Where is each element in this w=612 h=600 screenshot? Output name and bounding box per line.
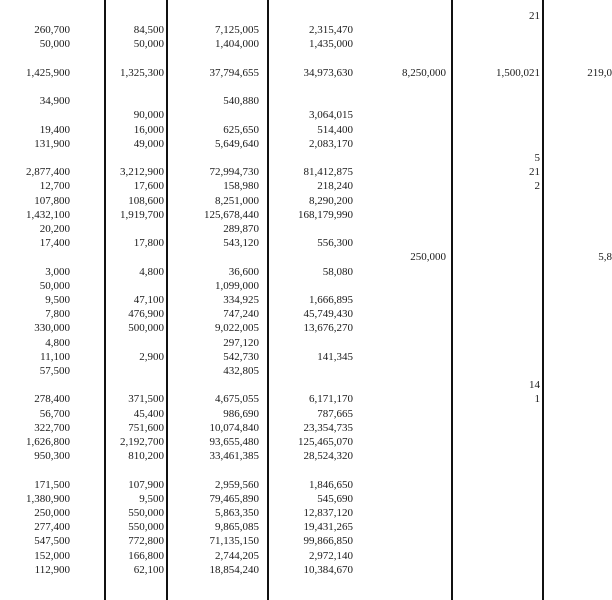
table-cell: 10,074,840 (209, 421, 259, 434)
table-cell: 1,325,300 (120, 66, 164, 79)
table-cell: 112,900 (34, 563, 70, 576)
table-cell: 8,250,000 (402, 66, 446, 79)
table-cell: 4,800 (45, 336, 70, 349)
table-cell: 542,730 (223, 350, 259, 363)
table-cell: 543,120 (223, 237, 259, 250)
column-divider (542, 0, 544, 600)
table-cell: 152,000 (34, 549, 70, 562)
table-cell: 17,800 (133, 237, 164, 250)
table-cell: 18,854,240 (209, 563, 259, 576)
table-cell: 23,354,735 (303, 421, 353, 434)
table-cell: 1,666,895 (309, 294, 353, 306)
table-cell: 171,500 (34, 478, 70, 491)
table-cell: 9,500 (45, 294, 70, 306)
table-cell: 1 (534, 393, 540, 406)
table-cell: 550,000 (128, 521, 164, 534)
table-cell: 6,171,170 (309, 393, 353, 406)
table-cell: 5 (534, 152, 540, 164)
table-cell: 11,100 (40, 350, 70, 363)
table-cell: 950,300 (34, 450, 70, 463)
table-cell: 4,800 (139, 265, 164, 278)
table-cell: 50,000 (39, 279, 70, 292)
table-cell: 2 (534, 180, 540, 193)
table-cell: 107,800 (34, 194, 70, 207)
table-cell: 289,870 (223, 223, 259, 235)
table-cell: 8,251,000 (215, 194, 259, 207)
table-cell: 1,404,000 (215, 38, 259, 51)
table-cell: 58,080 (322, 265, 353, 278)
table-cell: 90,000 (133, 109, 164, 122)
table-cell: 550,000 (128, 507, 164, 519)
table-cell: 8,290,200 (309, 194, 353, 207)
table-cell: 45,400 (133, 407, 164, 420)
table-cell: 50,000 (133, 38, 164, 51)
table-cell: 514,400 (317, 123, 353, 136)
table-cell: 545,690 (317, 492, 353, 505)
table-cell: 547,500 (34, 535, 70, 548)
table-cell: 772,800 (128, 535, 164, 548)
table-cell: 1,099,000 (215, 279, 259, 292)
table-cell: 1,919,700 (120, 208, 164, 221)
table-cell: 28,524,320 (303, 450, 353, 463)
table-cell: 14 (529, 379, 540, 392)
table-cell: 1,846,650 (309, 478, 353, 491)
table-cell: 3,212,900 (120, 166, 164, 179)
table-cell: 17,400 (39, 237, 70, 250)
column-divider (451, 0, 453, 600)
table-cell: 810,200 (128, 450, 164, 463)
table-cell: 125,465,070 (298, 436, 353, 448)
table-cell: 72,994,730 (209, 166, 259, 179)
table-cell: 19,431,265 (303, 521, 353, 534)
table-cell: 3,000 (45, 265, 70, 278)
table-cell: 218,240 (317, 180, 353, 193)
table-cell: 278,400 (34, 393, 70, 406)
table-cell: 107,900 (128, 478, 164, 491)
table-cell: 99,866,850 (303, 535, 353, 548)
table-cell: 47,100 (133, 294, 164, 306)
table-cell: 986,690 (223, 407, 259, 420)
table-cell: 2,744,205 (215, 549, 259, 562)
table-cell: 36,600 (228, 265, 259, 278)
table-cell: 371,500 (128, 393, 164, 406)
table-cell: 20,200 (39, 223, 70, 235)
table-cell: 168,179,990 (298, 208, 353, 221)
table-cell: 7,800 (45, 308, 70, 321)
table-cell: 56,700 (39, 407, 70, 420)
table-cell: 540,880 (223, 95, 259, 108)
table-cell: 57,500 (39, 365, 70, 377)
table-cell: 1,626,800 (26, 436, 70, 448)
table-cell: 49,000 (133, 137, 164, 150)
table-cell: 19,400 (39, 123, 70, 136)
table-cell: 93,655,480 (209, 436, 259, 448)
table-cell: 3,064,015 (309, 109, 353, 122)
table-cell: 12,700 (39, 180, 70, 193)
table-cell: 21 (529, 10, 540, 22)
table-cell: 17,600 (133, 180, 164, 193)
table-cell: 250,000 (34, 507, 70, 519)
table-cell: 45,749,430 (303, 308, 353, 321)
table-cell: 166,800 (128, 549, 164, 562)
table-cell: 81,412,875 (303, 166, 353, 179)
table-cell: 2,959,560 (215, 478, 259, 491)
table-cell: 9,500 (139, 492, 164, 505)
table-cell: 2,900 (139, 350, 164, 363)
table-cell: 34,973,630 (303, 66, 353, 79)
table-cell: 50,000 (39, 38, 70, 51)
table-cell: 71,135,150 (209, 535, 259, 548)
table-cell: 2,877,400 (26, 166, 70, 179)
table-cell: 2,972,140 (309, 549, 353, 562)
table-cell: 322,700 (34, 421, 70, 434)
table-cell: 125,678,440 (204, 208, 259, 221)
table-cell: 250,000 (410, 251, 446, 264)
table-cell: 13,676,270 (303, 322, 353, 335)
table-cell: 1,500,021 (496, 66, 540, 79)
table-cell: 33,461,385 (209, 450, 259, 463)
table-cell: 1,435,000 (309, 38, 353, 51)
table-cell: 9,022,005 (215, 322, 259, 335)
table-cell: 277,400 (34, 521, 70, 534)
table-cell: 2,083,170 (309, 137, 353, 150)
table-cell: 5,649,640 (215, 137, 259, 150)
table-cell: 5,8 (598, 251, 612, 264)
table-cell: 432,805 (223, 365, 259, 377)
table-cell: 787,665 (317, 407, 353, 420)
table-cell: 1,432,100 (26, 208, 70, 221)
table-cell: 5,863,350 (215, 507, 259, 519)
table-cell: 108,600 (128, 194, 164, 207)
table-cell: 219,0 (587, 66, 612, 79)
table-cell: 9,865,085 (215, 521, 259, 534)
table-cell: 747,240 (223, 308, 259, 321)
table-cell: 2,192,700 (120, 436, 164, 448)
table-cell: 12,837,120 (303, 507, 353, 519)
table-cell: 297,120 (223, 336, 259, 349)
table-cell: 141,345 (317, 350, 353, 363)
table-cell: 751,600 (128, 421, 164, 434)
table-cell: 1,425,900 (26, 66, 70, 79)
table-cell: 2,315,470 (309, 24, 353, 37)
table-cell: 84,500 (133, 24, 164, 37)
table-cell: 34,900 (39, 95, 70, 108)
table-cell: 330,000 (34, 322, 70, 335)
table-cell: 4,675,055 (215, 393, 259, 406)
table-cell: 10,384,670 (303, 563, 353, 576)
table-cell: 7,125,005 (215, 24, 259, 37)
table-cell: 158,980 (223, 180, 259, 193)
table-cell: 625,650 (223, 123, 259, 136)
table-cell: 260,700 (34, 24, 70, 37)
table-cell: 131,900 (34, 137, 70, 150)
table-cell: 79,465,890 (209, 492, 259, 505)
table-cell: 556,300 (317, 237, 353, 250)
table-cell: 476,900 (128, 308, 164, 321)
table-cell: 21 (529, 166, 540, 179)
table-cell: 62,100 (133, 563, 164, 576)
table-cell: 500,000 (128, 322, 164, 335)
table-cell: 37,794,655 (209, 66, 259, 79)
table-cell: 1,380,900 (26, 492, 70, 505)
table-cell: 334,925 (223, 294, 259, 306)
table-cell: 16,000 (133, 123, 164, 136)
